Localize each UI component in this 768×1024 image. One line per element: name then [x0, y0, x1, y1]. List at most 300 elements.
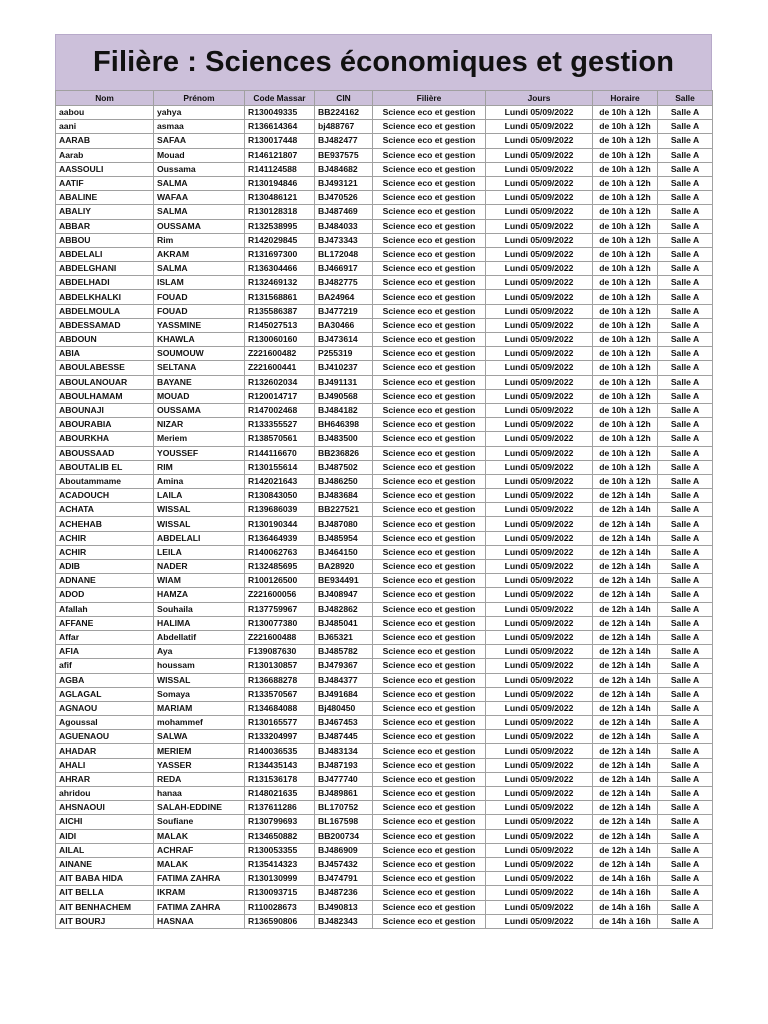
cell-cin: BB200734 [315, 829, 373, 843]
cell-prenom: FOUAD [154, 304, 245, 318]
cell-cin: BJ487502 [315, 460, 373, 474]
column-header-cin: CIN [315, 91, 373, 106]
cell-nom: ABDELKHALKI [56, 290, 154, 304]
cell-prenom: houssam [154, 659, 245, 673]
cell-salle: Salle A [658, 276, 713, 290]
cell-cin: BH646398 [315, 418, 373, 432]
table-row [56, 233, 713, 247]
table-row [56, 630, 713, 644]
cell-horaire: de 14h à 16h [593, 914, 658, 928]
page-title: Filière : Sciences économiques et gestion [92, 46, 675, 78]
cell-filiere: Science eco et gestion [373, 545, 486, 559]
cell-prenom: MERIEM [154, 744, 245, 758]
cell-prenom: yahya [154, 106, 245, 120]
cell-nom: ABOULANOUAR [56, 375, 154, 389]
cell-prenom: HAMZA [154, 588, 245, 602]
cell-filiere: Science eco et gestion [373, 276, 486, 290]
cell-cin: BJ477219 [315, 304, 373, 318]
table-row [56, 489, 713, 503]
cell-horaire: de 12h à 14h [593, 645, 658, 659]
cell-jours: Lundi 05/09/2022 [486, 716, 593, 730]
cell-prenom: LAILA [154, 489, 245, 503]
cell-prenom: SALMA [154, 262, 245, 276]
cell-nom: ABOURABIA [56, 418, 154, 432]
cell-horaire: de 12h à 14h [593, 687, 658, 701]
cell-horaire: de 10h à 12h [593, 247, 658, 261]
cell-filiere: Science eco et gestion [373, 290, 486, 304]
cell-salle: Salle A [658, 375, 713, 389]
cell-cin: BJ474791 [315, 872, 373, 886]
cell-salle: Salle A [658, 460, 713, 474]
cell-filiere: Science eco et gestion [373, 815, 486, 829]
cell-nom: aabou [56, 106, 154, 120]
cell-prenom: OUSSAMA [154, 219, 245, 233]
cell-horaire: de 10h à 12h [593, 460, 658, 474]
cell-prenom: NADER [154, 560, 245, 574]
cell-code-massar: R120014717 [245, 389, 315, 403]
cell-jours: Lundi 05/09/2022 [486, 276, 593, 290]
cell-salle: Salle A [658, 517, 713, 531]
cell-salle: Salle A [658, 687, 713, 701]
cell-code-massar: R147002468 [245, 403, 315, 417]
cell-prenom: KHAWLA [154, 333, 245, 347]
cell-salle: Salle A [658, 333, 713, 347]
cell-salle: Salle A [658, 588, 713, 602]
cell-prenom: SALWA [154, 730, 245, 744]
cell-code-massar: R110028673 [245, 900, 315, 914]
cell-jours: Lundi 05/09/2022 [486, 318, 593, 332]
cell-jours: Lundi 05/09/2022 [486, 290, 593, 304]
cell-salle: Salle A [658, 531, 713, 545]
cell-nom: ACHATA [56, 503, 154, 517]
cell-cin: BJ484682 [315, 162, 373, 176]
cell-nom: AASSOULI [56, 162, 154, 176]
table-row [56, 758, 713, 772]
cell-filiere: Science eco et gestion [373, 134, 486, 148]
cell-filiere: Science eco et gestion [373, 375, 486, 389]
cell-jours: Lundi 05/09/2022 [486, 489, 593, 503]
cell-salle: Salle A [658, 233, 713, 247]
cell-prenom: FOUAD [154, 290, 245, 304]
cell-prenom: HASNAA [154, 914, 245, 928]
cell-salle: Salle A [658, 602, 713, 616]
cell-horaire: de 12h à 14h [593, 730, 658, 744]
cell-jours: Lundi 05/09/2022 [486, 474, 593, 488]
cell-code-massar: R130486121 [245, 191, 315, 205]
cell-cin: BJ487080 [315, 517, 373, 531]
cell-cin: BA24964 [315, 290, 373, 304]
table-row [56, 787, 713, 801]
cell-jours: Lundi 05/09/2022 [486, 418, 593, 432]
cell-jours: Lundi 05/09/2022 [486, 389, 593, 403]
cell-code-massar: R142029845 [245, 233, 315, 247]
cell-jours: Lundi 05/09/2022 [486, 205, 593, 219]
table-row [56, 176, 713, 190]
cell-nom: ACHEHAB [56, 517, 154, 531]
cell-nom: afif [56, 659, 154, 673]
cell-nom: ABDELMOULA [56, 304, 154, 318]
cell-code-massar: R137759967 [245, 602, 315, 616]
cell-filiere: Science eco et gestion [373, 176, 486, 190]
cell-nom: AHRAR [56, 772, 154, 786]
cell-nom: aani [56, 120, 154, 134]
cell-nom: AIT BABA HIDA [56, 872, 154, 886]
cell-filiere: Science eco et gestion [373, 304, 486, 318]
cell-salle: Salle A [658, 872, 713, 886]
cell-filiere: Science eco et gestion [373, 432, 486, 446]
cell-cin: BJ470526 [315, 191, 373, 205]
cell-nom: AICHI [56, 815, 154, 829]
column-header-horaire: Horaire [593, 91, 658, 106]
cell-filiere: Science eco et gestion [373, 162, 486, 176]
cell-code-massar: R142021643 [245, 474, 315, 488]
cell-prenom: Meriem [154, 432, 245, 446]
cell-cin: BJ485041 [315, 616, 373, 630]
cell-cin: BJ483134 [315, 744, 373, 758]
cell-jours: Lundi 05/09/2022 [486, 432, 593, 446]
cell-filiere: Science eco et gestion [373, 560, 486, 574]
cell-horaire: de 12h à 14h [593, 673, 658, 687]
cell-jours: Lundi 05/09/2022 [486, 531, 593, 545]
cell-salle: Salle A [658, 489, 713, 503]
cell-nom: AGLAGAL [56, 687, 154, 701]
cell-code-massar: R130155614 [245, 460, 315, 474]
cell-jours: Lundi 05/09/2022 [486, 333, 593, 347]
cell-code-massar: R132538995 [245, 219, 315, 233]
cell-cin: BJ482477 [315, 134, 373, 148]
cell-nom: AGUENAOU [56, 730, 154, 744]
cell-salle: Salle A [658, 914, 713, 928]
cell-code-massar: R130049335 [245, 106, 315, 120]
cell-salle: Salle A [658, 701, 713, 715]
cell-prenom: SOUMOUW [154, 347, 245, 361]
cell-jours: Lundi 05/09/2022 [486, 602, 593, 616]
cell-jours: Lundi 05/09/2022 [486, 191, 593, 205]
cell-salle: Salle A [658, 574, 713, 588]
cell-cin: BJ408947 [315, 588, 373, 602]
cell-code-massar: R130128318 [245, 205, 315, 219]
cell-horaire: de 12h à 14h [593, 545, 658, 559]
cell-jours: Lundi 05/09/2022 [486, 361, 593, 375]
cell-salle: Salle A [658, 829, 713, 843]
cell-nom: ABDESSAMAD [56, 318, 154, 332]
cell-prenom: Soufiane [154, 815, 245, 829]
cell-horaire: de 10h à 12h [593, 233, 658, 247]
column-header-filiere: Filière [373, 91, 486, 106]
cell-code-massar: R135414323 [245, 857, 315, 871]
cell-prenom: NIZAR [154, 418, 245, 432]
cell-prenom: ABDELALI [154, 531, 245, 545]
cell-jours: Lundi 05/09/2022 [486, 560, 593, 574]
table-row [56, 219, 713, 233]
cell-filiere: Science eco et gestion [373, 687, 486, 701]
cell-horaire: de 12h à 14h [593, 574, 658, 588]
cell-horaire: de 10h à 12h [593, 176, 658, 190]
cell-jours: Lundi 05/09/2022 [486, 787, 593, 801]
cell-filiere: Science eco et gestion [373, 418, 486, 432]
cell-prenom: MOUAD [154, 389, 245, 403]
cell-jours: Lundi 05/09/2022 [486, 262, 593, 276]
cell-cin: BJ65321 [315, 630, 373, 644]
cell-code-massar: R130060160 [245, 333, 315, 347]
cell-code-massar: R133570567 [245, 687, 315, 701]
cell-prenom: Somaya [154, 687, 245, 701]
cell-cin: BJ410237 [315, 361, 373, 375]
cell-horaire: de 10h à 12h [593, 304, 658, 318]
cell-horaire: de 10h à 12h [593, 403, 658, 417]
cell-nom: AINANE [56, 857, 154, 871]
cell-horaire: de 10h à 12h [593, 205, 658, 219]
cell-nom: AIDI [56, 829, 154, 843]
cell-cin: BJ483500 [315, 432, 373, 446]
cell-code-massar: R146121807 [245, 148, 315, 162]
cell-filiere: Science eco et gestion [373, 914, 486, 928]
cell-prenom: SALMA [154, 205, 245, 219]
cell-jours: Lundi 05/09/2022 [486, 304, 593, 318]
cell-prenom: Souhaila [154, 602, 245, 616]
cell-horaire: de 12h à 14h [593, 772, 658, 786]
table-row [56, 886, 713, 900]
cell-nom: AIT BELLA [56, 886, 154, 900]
cell-horaire: de 10h à 12h [593, 134, 658, 148]
cell-prenom: hanaa [154, 787, 245, 801]
cell-nom: ADIB [56, 560, 154, 574]
cell-filiere: Science eco et gestion [373, 120, 486, 134]
cell-salle: Salle A [658, 886, 713, 900]
table-row [56, 517, 713, 531]
cell-jours: Lundi 05/09/2022 [486, 503, 593, 517]
column-header-nom: Nom [56, 91, 154, 106]
cell-jours: Lundi 05/09/2022 [486, 772, 593, 786]
cell-jours: Lundi 05/09/2022 [486, 120, 593, 134]
cell-horaire: de 12h à 14h [593, 489, 658, 503]
cell-nom: ABALIY [56, 205, 154, 219]
table-row [56, 162, 713, 176]
table-row [56, 687, 713, 701]
table-row [56, 857, 713, 871]
cell-horaire: de 12h à 14h [593, 716, 658, 730]
cell-horaire: de 12h à 14h [593, 758, 658, 772]
table-row [56, 120, 713, 134]
cell-jours: Lundi 05/09/2022 [486, 730, 593, 744]
cell-prenom: YASSMINE [154, 318, 245, 332]
cell-prenom: MARIAM [154, 701, 245, 715]
cell-salle: Salle A [658, 347, 713, 361]
table-row [56, 333, 713, 347]
cell-nom: AHADAR [56, 744, 154, 758]
table-row [56, 191, 713, 205]
cell-horaire: de 12h à 14h [593, 701, 658, 715]
cell-code-massar: R145027513 [245, 318, 315, 332]
cell-code-massar: R136688278 [245, 673, 315, 687]
table-row [56, 247, 713, 261]
table-row [56, 460, 713, 474]
cell-code-massar: R148021635 [245, 787, 315, 801]
cell-cin: BJ485782 [315, 645, 373, 659]
cell-prenom: WISSAL [154, 517, 245, 531]
cell-code-massar: R132485695 [245, 560, 315, 574]
cell-horaire: de 12h à 14h [593, 531, 658, 545]
cell-salle: Salle A [658, 787, 713, 801]
cell-nom: Agoussal [56, 716, 154, 730]
cell-nom: Aarab [56, 148, 154, 162]
cell-filiere: Science eco et gestion [373, 503, 486, 517]
cell-horaire: de 10h à 12h [593, 148, 658, 162]
cell-cin: BJ487236 [315, 886, 373, 900]
cell-code-massar: R133204997 [245, 730, 315, 744]
column-header-jours: Jours [486, 91, 593, 106]
cell-code-massar: R141124588 [245, 162, 315, 176]
cell-filiere: Science eco et gestion [373, 460, 486, 474]
cell-jours: Lundi 05/09/2022 [486, 744, 593, 758]
cell-horaire: de 10h à 12h [593, 106, 658, 120]
cell-jours: Lundi 05/09/2022 [486, 829, 593, 843]
cell-nom: AGBA [56, 673, 154, 687]
cell-nom: ABOUNAJI [56, 403, 154, 417]
cell-salle: Salle A [658, 219, 713, 233]
cell-code-massar: F139087630 [245, 645, 315, 659]
cell-jours: Lundi 05/09/2022 [486, 801, 593, 815]
cell-horaire: de 14h à 16h [593, 900, 658, 914]
cell-nom: ABOUSSAAD [56, 446, 154, 460]
table-row [56, 815, 713, 829]
cell-code-massar: R132469132 [245, 276, 315, 290]
cell-prenom: Aya [154, 645, 245, 659]
cell-cin: BJ482775 [315, 276, 373, 290]
cell-horaire: de 10h à 12h [593, 120, 658, 134]
cell-nom: AILAL [56, 843, 154, 857]
cell-prenom: OUSSAMA [154, 403, 245, 417]
cell-nom: ABDOUN [56, 333, 154, 347]
table-row [56, 843, 713, 857]
table-row [56, 701, 713, 715]
table-row [56, 318, 713, 332]
cell-nom: AIT BOURJ [56, 914, 154, 928]
cell-prenom: Rim [154, 233, 245, 247]
cell-jours: Lundi 05/09/2022 [486, 162, 593, 176]
cell-jours: Lundi 05/09/2022 [486, 446, 593, 460]
cell-jours: Lundi 05/09/2022 [486, 347, 593, 361]
cell-filiere: Science eco et gestion [373, 659, 486, 673]
cell-cin: BL170752 [315, 801, 373, 815]
table-row [56, 503, 713, 517]
cell-horaire: de 10h à 12h [593, 219, 658, 233]
cell-salle: Salle A [658, 474, 713, 488]
cell-code-massar: R131697300 [245, 247, 315, 261]
cell-cin: Bj480450 [315, 701, 373, 715]
cell-filiere: Science eco et gestion [373, 403, 486, 417]
cell-horaire: de 14h à 16h [593, 872, 658, 886]
cell-cin: BJ491684 [315, 687, 373, 701]
cell-horaire: de 10h à 12h [593, 347, 658, 361]
cell-nom: ABDELGHANI [56, 262, 154, 276]
cell-prenom: Abdellatif [154, 630, 245, 644]
cell-filiere: Science eco et gestion [373, 219, 486, 233]
cell-cin: BJ484377 [315, 673, 373, 687]
cell-code-massar: R140036535 [245, 744, 315, 758]
cell-horaire: de 10h à 12h [593, 262, 658, 276]
cell-nom: ADOD [56, 588, 154, 602]
cell-filiere: Science eco et gestion [373, 829, 486, 843]
cell-jours: Lundi 05/09/2022 [486, 886, 593, 900]
cell-cin: BJ477740 [315, 772, 373, 786]
cell-cin: BJ490568 [315, 389, 373, 403]
cell-prenom: asmaa [154, 120, 245, 134]
cell-filiere: Science eco et gestion [373, 843, 486, 857]
cell-salle: Salle A [658, 801, 713, 815]
cell-cin: BJ482862 [315, 602, 373, 616]
column-header-code-massar: Code Massar [245, 91, 315, 106]
cell-nom: AATIF [56, 176, 154, 190]
cell-jours: Lundi 05/09/2022 [486, 673, 593, 687]
cell-salle: Salle A [658, 843, 713, 857]
cell-cin: BA28920 [315, 560, 373, 574]
cell-code-massar: R130165577 [245, 716, 315, 730]
cell-prenom: HALIMA [154, 616, 245, 630]
cell-nom: ACADOUCH [56, 489, 154, 503]
cell-filiere: Science eco et gestion [373, 205, 486, 219]
cell-filiere: Science eco et gestion [373, 247, 486, 261]
cell-horaire: de 10h à 12h [593, 446, 658, 460]
cell-filiere: Science eco et gestion [373, 574, 486, 588]
cell-prenom: BAYANE [154, 375, 245, 389]
cell-prenom: AKRAM [154, 247, 245, 261]
cell-horaire: de 12h à 14h [593, 588, 658, 602]
table-row [56, 588, 713, 602]
cell-nom: Affar [56, 630, 154, 644]
cell-horaire: de 12h à 14h [593, 829, 658, 843]
cell-salle: Salle A [658, 247, 713, 261]
cell-salle: Salle A [658, 106, 713, 120]
cell-jours: Lundi 05/09/2022 [486, 758, 593, 772]
cell-cin: bj488767 [315, 120, 373, 134]
table-row [56, 205, 713, 219]
cell-jours: Lundi 05/09/2022 [486, 645, 593, 659]
students-table [55, 90, 713, 929]
cell-jours: Lundi 05/09/2022 [486, 843, 593, 857]
cell-salle: Salle A [658, 560, 713, 574]
cell-salle: Salle A [658, 432, 713, 446]
cell-cin: BJ486909 [315, 843, 373, 857]
cell-cin: BL172048 [315, 247, 373, 261]
cell-filiere: Science eco et gestion [373, 106, 486, 120]
cell-filiere: Science eco et gestion [373, 730, 486, 744]
cell-filiere: Science eco et gestion [373, 262, 486, 276]
cell-horaire: de 12h à 14h [593, 801, 658, 815]
cell-salle: Salle A [658, 900, 713, 914]
cell-code-massar: R134650882 [245, 829, 315, 843]
cell-jours: Lundi 05/09/2022 [486, 517, 593, 531]
cell-cin: P255319 [315, 347, 373, 361]
cell-code-massar: Z221600482 [245, 347, 315, 361]
table-row [56, 914, 713, 928]
table-row [56, 276, 713, 290]
cell-filiere: Science eco et gestion [373, 474, 486, 488]
cell-code-massar: R131536178 [245, 772, 315, 786]
cell-code-massar: R132602034 [245, 375, 315, 389]
table-row [56, 148, 713, 162]
cell-nom: AHSNAOUI [56, 801, 154, 815]
cell-horaire: de 12h à 14h [593, 815, 658, 829]
table-row [56, 659, 713, 673]
cell-filiere: Science eco et gestion [373, 872, 486, 886]
table-row [56, 602, 713, 616]
cell-salle: Salle A [658, 418, 713, 432]
cell-cin: BB227521 [315, 503, 373, 517]
table-row [56, 304, 713, 318]
cell-horaire: de 12h à 14h [593, 602, 658, 616]
cell-filiere: Science eco et gestion [373, 645, 486, 659]
